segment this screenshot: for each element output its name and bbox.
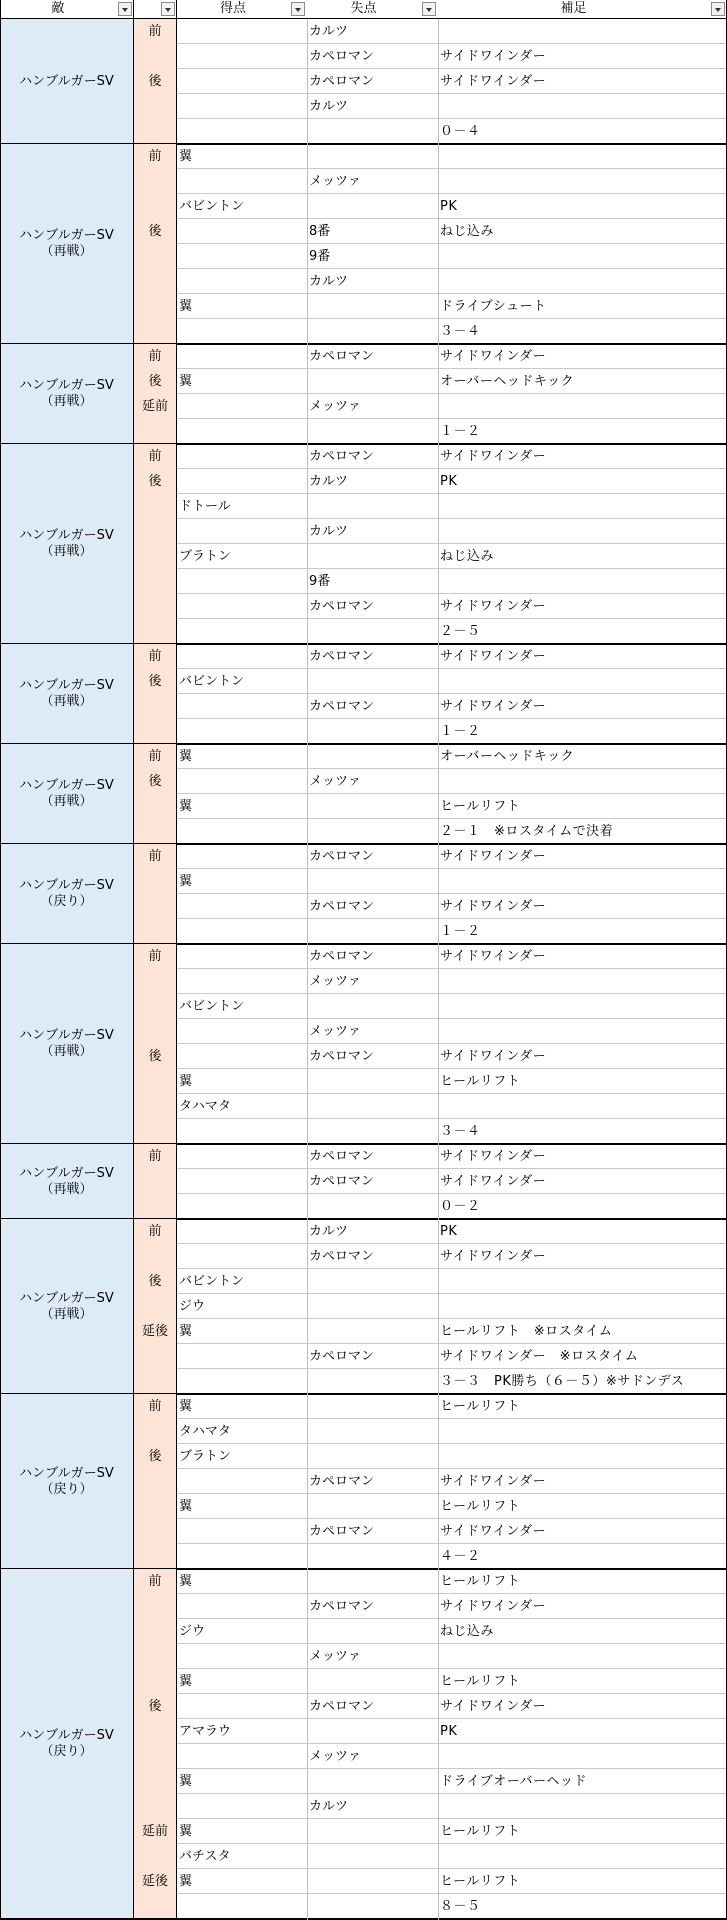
note-cell[interactable]: サイドワインダー — [440, 1599, 547, 1614]
score-cell[interactable]: 翼 — [179, 1674, 193, 1689]
score-cell[interactable] — [179, 1344, 306, 1369]
header-score-label: 得点 — [219, 1, 246, 16]
concede-cell[interactable]: カルツ — [309, 1224, 349, 1239]
concede-cell[interactable] — [309, 194, 436, 219]
concede-cell[interactable] — [309, 1394, 436, 1419]
concede-cell[interactable] — [309, 669, 436, 694]
note-cell[interactable]: ヒールリフト — [440, 1074, 521, 1089]
note-cell[interactable]: １－２ — [440, 724, 481, 739]
concede-cell[interactable] — [309, 719, 436, 744]
note-cell[interactable] — [440, 769, 725, 794]
note-cell[interactable] — [440, 1644, 725, 1669]
half-label[interactable]: 後 — [148, 1699, 162, 1714]
note-cell[interactable]: ３－３ PK勝ち（６－５）※サドンデス — [440, 1374, 685, 1389]
note-cell[interactable] — [440, 1419, 725, 1444]
score-cell[interactable] — [179, 469, 306, 494]
header-enemy-label: 敵 — [51, 1, 65, 16]
half-label[interactable]: 前 — [148, 1149, 162, 1164]
score-cell[interactable] — [179, 769, 306, 794]
score-cell[interactable] — [179, 969, 306, 994]
score-cell[interactable]: 翼 — [179, 1874, 193, 1889]
enemy-cell[interactable]: ハンブルガーSV （再戦） — [0, 944, 133, 1144]
half-label[interactable]: 延後 — [141, 1324, 168, 1339]
concede-cell[interactable] — [309, 419, 436, 444]
concede-cell[interactable] — [309, 144, 436, 169]
score-cell[interactable]: タハマタ — [179, 1424, 231, 1439]
concede-cell[interactable] — [309, 1869, 436, 1894]
note-cell[interactable]: サイドワインダー — [440, 449, 547, 464]
concede-cell[interactable]: カルツ — [309, 474, 349, 489]
score-cell[interactable] — [179, 1144, 306, 1169]
half-label[interactable]: 延後 — [141, 1874, 168, 1889]
note-cell[interactable] — [440, 1019, 725, 1044]
concede-cell[interactable] — [309, 1769, 436, 1794]
concede-cell[interactable]: カペロマン — [309, 699, 375, 714]
note-cell[interactable] — [440, 1744, 725, 1769]
score-cell[interactable] — [179, 1519, 306, 1544]
note-cell[interactable]: ２－１ ※ロスタイムで決着 — [440, 824, 614, 839]
concede-cell[interactable]: カペロマン — [309, 1599, 375, 1614]
note-cell[interactable] — [440, 19, 725, 44]
score-cell[interactable] — [179, 344, 306, 369]
score-cell[interactable] — [179, 719, 306, 744]
concede-cell[interactable] — [309, 1319, 436, 1344]
score-cell[interactable]: 翼 — [179, 1574, 193, 1589]
note-cell[interactable] — [440, 1094, 725, 1119]
score-cell[interactable]: バビントン — [179, 199, 245, 214]
score-cell[interactable] — [179, 619, 306, 644]
score-cell[interactable] — [179, 419, 306, 444]
half-column-bg — [134, 1394, 176, 1569]
score-cell[interactable] — [179, 1044, 306, 1069]
note-cell[interactable]: サイドワインダー — [440, 1249, 547, 1264]
score-cell[interactable] — [179, 44, 306, 69]
note-cell[interactable]: １－２ — [440, 924, 481, 939]
score-cell[interactable] — [179, 644, 306, 669]
filter-concede-button[interactable] — [422, 2, 436, 16]
note-cell[interactable] — [440, 244, 725, 269]
note-cell[interactable]: サイドワインダー — [440, 74, 547, 89]
concede-cell[interactable]: カペロマン — [309, 449, 375, 464]
concede-cell[interactable]: メッツァ — [309, 1024, 361, 1039]
note-cell[interactable]: ドライブオーバーヘッド — [440, 1774, 587, 1789]
half-label[interactable]: 前 — [148, 1399, 162, 1414]
filter-half-button[interactable] — [161, 2, 175, 16]
concede-cell[interactable]: カルツ — [309, 1799, 349, 1814]
score-cell[interactable]: アマラウ — [179, 1724, 232, 1739]
column-gridline — [438, 19, 439, 1920]
note-cell[interactable]: サイドワインダー — [440, 1699, 547, 1714]
score-cell[interactable] — [179, 1644, 306, 1669]
half-label[interactable]: 後 — [148, 1449, 162, 1464]
score-cell[interactable] — [179, 569, 306, 594]
concede-cell[interactable] — [309, 319, 436, 344]
note-cell[interactable]: ２－５ — [440, 624, 481, 639]
score-cell[interactable]: バビントン — [179, 999, 245, 1014]
concede-cell[interactable] — [309, 1269, 436, 1294]
score-cell[interactable] — [179, 19, 306, 44]
note-cell[interactable] — [440, 1794, 725, 1819]
header-enemy — [0, 0, 134, 19]
note-cell[interactable]: ８－５ — [440, 1899, 481, 1914]
note-cell[interactable]: PK — [440, 1224, 458, 1239]
score-cell[interactable] — [179, 94, 306, 119]
concede-cell[interactable]: カペロマン — [309, 1049, 375, 1064]
note-cell[interactable]: ３－４ — [440, 1124, 481, 1139]
concede-cell[interactable]: 8番 — [309, 224, 331, 239]
concede-cell[interactable] — [309, 1069, 436, 1094]
half-label[interactable]: 前 — [148, 24, 162, 39]
score-cell[interactable] — [179, 394, 306, 419]
column-border — [0, 0, 1, 1920]
score-cell[interactable] — [179, 1194, 306, 1219]
half-label[interactable]: 延前 — [141, 1824, 168, 1839]
note-cell[interactable]: ０－４ — [440, 124, 481, 139]
score-cell[interactable] — [179, 594, 306, 619]
header-concede — [307, 0, 438, 19]
concede-cell[interactable]: カペロマン — [309, 1174, 375, 1189]
header-score — [177, 0, 307, 19]
concede-cell[interactable] — [309, 1569, 436, 1594]
enemy-cell[interactable]: ハンブルガーSV （戻り） — [0, 844, 133, 944]
note-cell[interactable]: サイドワインダー — [440, 1524, 547, 1539]
concede-cell[interactable]: カペロマン — [309, 599, 375, 614]
half-column-bg — [134, 144, 176, 344]
score-cell[interactable]: 翼 — [179, 799, 193, 814]
concede-cell[interactable] — [309, 1369, 436, 1394]
score-cell[interactable] — [179, 1794, 306, 1819]
note-cell[interactable] — [440, 394, 725, 419]
note-cell[interactable] — [440, 569, 725, 594]
note-cell[interactable] — [440, 169, 725, 194]
score-cell[interactable]: 翼 — [179, 874, 193, 889]
concede-cell[interactable] — [309, 1294, 436, 1319]
concede-cell[interactable] — [309, 1194, 436, 1219]
concede-cell[interactable] — [309, 744, 436, 769]
half-column-bg — [134, 1569, 176, 1919]
enemy-cell[interactable]: ハンブルガーSV （戻り） — [0, 1394, 133, 1569]
note-cell[interactable]: オーバーヘッドキック — [440, 749, 575, 764]
note-cell[interactable]: ヒールリフト — [440, 1574, 521, 1589]
score-cell[interactable] — [179, 69, 306, 94]
note-cell[interactable]: PK — [440, 199, 458, 214]
score-cell[interactable] — [179, 919, 306, 944]
score-cell[interactable]: 翼 — [179, 1499, 193, 1514]
score-cell[interactable] — [179, 1544, 306, 1569]
score-cell[interactable] — [179, 269, 306, 294]
concede-cell[interactable] — [309, 369, 436, 394]
score-cell[interactable]: バビントン — [179, 674, 245, 689]
concede-cell[interactable]: カルツ — [309, 274, 349, 289]
concede-cell[interactable] — [309, 1444, 436, 1469]
header-note — [438, 0, 727, 19]
note-cell[interactable]: サイドワインダー — [440, 1049, 547, 1064]
concede-cell[interactable] — [309, 1619, 436, 1644]
score-cell[interactable] — [179, 1019, 306, 1044]
enemy-cell[interactable]: ハンブルガーSV （再戦） — [0, 744, 133, 844]
note-cell[interactable] — [440, 1444, 725, 1469]
half-label[interactable]: 後 — [148, 474, 162, 489]
note-cell[interactable]: ヒールリフト — [440, 799, 521, 814]
half-label[interactable]: 後 — [148, 224, 162, 239]
concede-cell[interactable]: カペロマン — [309, 949, 375, 964]
filter-note-button[interactable] — [711, 2, 725, 16]
note-cell[interactable] — [440, 869, 725, 894]
concede-cell[interactable]: カルツ — [309, 24, 349, 39]
score-cell[interactable]: ブラトン — [179, 1449, 232, 1464]
concede-cell[interactable] — [309, 1844, 436, 1869]
concede-cell[interactable] — [309, 994, 436, 1019]
concede-cell[interactable]: メッツァ — [309, 1649, 361, 1664]
note-cell[interactable] — [440, 144, 725, 169]
enemy-cell[interactable]: ハンブルガーSV — [0, 19, 133, 144]
note-cell[interactable]: サイドワインダー — [440, 699, 547, 714]
score-cell[interactable]: バチスタ — [179, 1849, 231, 1864]
score-cell[interactable]: 翼 — [179, 1824, 193, 1839]
enemy-cell[interactable]: ハンブルガーSV （再戦） — [0, 644, 133, 744]
header-concede-label: 失点 — [350, 1, 377, 16]
concede-cell[interactable] — [309, 1419, 436, 1444]
header-note-label: 補足 — [560, 1, 587, 16]
score-cell[interactable] — [179, 894, 306, 919]
concede-cell[interactable] — [309, 869, 436, 894]
score-cell[interactable] — [179, 1894, 306, 1919]
half-label[interactable]: 前 — [148, 1574, 162, 1589]
score-cell[interactable] — [179, 244, 306, 269]
note-cell[interactable]: サイドワインダー — [440, 849, 547, 864]
filter-enemy-button[interactable] — [118, 2, 132, 16]
half-label[interactable]: 前 — [148, 749, 162, 764]
concede-cell[interactable]: カルツ — [309, 99, 349, 114]
score-cell[interactable] — [179, 1169, 306, 1194]
score-cell[interactable]: ジウ — [179, 1299, 206, 1314]
note-cell[interactable] — [440, 1269, 725, 1294]
score-cell[interactable]: 翼 — [179, 299, 193, 314]
concede-cell[interactable] — [309, 1544, 436, 1569]
note-cell[interactable]: ０－２ — [440, 1199, 481, 1214]
score-cell[interactable]: ドトール — [179, 499, 231, 514]
concede-cell[interactable]: メッツァ — [309, 174, 361, 189]
half-column-bg — [134, 1219, 176, 1394]
half-label[interactable]: 後 — [148, 774, 162, 789]
concede-cell[interactable]: カペロマン — [309, 849, 375, 864]
note-cell[interactable]: ３－４ — [440, 324, 481, 339]
concede-cell[interactable] — [309, 1719, 436, 1744]
note-cell[interactable]: ヒールリフト — [440, 1499, 521, 1514]
concede-cell[interactable] — [309, 794, 436, 819]
enemy-cell[interactable]: ハンブルガーSV （再戦） — [0, 1219, 133, 1394]
concede-cell[interactable] — [309, 494, 436, 519]
note-cell[interactable]: ヒールリフト ※ロスタイム — [440, 1324, 613, 1339]
score-cell[interactable]: 翼 — [179, 374, 193, 389]
score-cell[interactable]: 翼 — [179, 749, 193, 764]
score-cell[interactable]: 翼 — [179, 1774, 193, 1789]
note-cell[interactable]: ねじ込み — [440, 1624, 495, 1639]
concede-cell[interactable] — [309, 1819, 436, 1844]
score-cell[interactable] — [179, 319, 306, 344]
note-cell[interactable]: オーバーヘッドキック — [440, 374, 575, 389]
score-cell[interactable]: ジウ — [179, 1624, 206, 1639]
note-cell[interactable] — [440, 669, 725, 694]
score-cell[interactable] — [179, 1469, 306, 1494]
score-cell[interactable] — [179, 444, 306, 469]
concede-cell[interactable] — [309, 1094, 436, 1119]
concede-cell[interactable] — [309, 1494, 436, 1519]
score-cell[interactable] — [179, 169, 306, 194]
score-cell[interactable] — [179, 694, 306, 719]
concede-cell[interactable]: カペロマン — [309, 1524, 375, 1539]
note-cell[interactable] — [440, 1844, 725, 1869]
score-cell[interactable] — [179, 519, 306, 544]
score-cell[interactable]: バビントン — [179, 1274, 245, 1289]
score-cell[interactable] — [179, 1744, 306, 1769]
half-label[interactable]: 前 — [148, 649, 162, 664]
concede-cell[interactable] — [309, 1119, 436, 1144]
enemy-cell[interactable]: ハンブルガーSV （再戦） — [0, 144, 133, 344]
score-cell[interactable] — [179, 944, 306, 969]
note-cell[interactable] — [440, 969, 725, 994]
score-cell[interactable]: 翼 — [179, 1074, 193, 1089]
half-label[interactable]: 後 — [148, 74, 162, 89]
concede-cell[interactable] — [309, 544, 436, 569]
enemy-cell[interactable]: ハンブルガーSV （再戦） — [0, 1144, 133, 1219]
concede-cell[interactable]: メッツァ — [309, 1749, 361, 1764]
half-label[interactable]: 前 — [148, 149, 162, 164]
concede-cell[interactable] — [309, 1669, 436, 1694]
note-cell[interactable] — [440, 269, 725, 294]
half-label[interactable]: 延前 — [141, 399, 168, 414]
concede-cell[interactable]: カペロマン — [309, 1149, 375, 1164]
enemy-cell[interactable]: ハンブルガーSV （戻り） — [0, 1569, 133, 1919]
note-cell[interactable]: サイドワインダー — [440, 1174, 547, 1189]
concede-cell[interactable]: メッツァ — [309, 774, 361, 789]
score-cell[interactable] — [179, 1244, 306, 1269]
note-cell[interactable]: サイドワインダー — [440, 649, 547, 664]
concede-cell[interactable] — [309, 119, 436, 144]
score-cell[interactable] — [179, 119, 306, 144]
concede-cell[interactable]: メッツァ — [309, 399, 361, 414]
concede-cell[interactable]: カペロマン — [309, 1349, 375, 1364]
half-label[interactable]: 後 — [148, 374, 162, 389]
score-cell[interactable] — [179, 844, 306, 869]
concede-cell[interactable]: 9番 — [309, 574, 331, 589]
column-border — [133, 0, 134, 1920]
half-label[interactable]: 前 — [148, 849, 162, 864]
note-cell[interactable] — [440, 494, 725, 519]
half-label[interactable]: 後 — [148, 1049, 162, 1064]
score-cell[interactable]: ブラトン — [179, 549, 232, 564]
note-cell[interactable]: サイドワインダー — [440, 899, 547, 914]
concede-cell[interactable]: カペロマン — [309, 899, 375, 914]
score-cell[interactable] — [179, 219, 306, 244]
note-cell[interactable]: ねじ込み — [440, 549, 495, 564]
column-border — [176, 0, 177, 1920]
concede-cell[interactable] — [309, 1894, 436, 1919]
note-cell[interactable]: サイドワインダー — [440, 1474, 547, 1489]
half-label[interactable]: 前 — [148, 349, 162, 364]
score-cell[interactable] — [179, 1119, 306, 1144]
note-cell[interactable] — [440, 994, 725, 1019]
score-cell[interactable]: 翼 — [179, 1399, 193, 1414]
note-cell[interactable]: ヒールリフト — [440, 1674, 521, 1689]
note-cell[interactable] — [440, 1294, 725, 1319]
concede-cell[interactable]: カペロマン — [309, 349, 375, 364]
score-cell[interactable] — [179, 1369, 306, 1394]
note-cell[interactable]: ヒールリフト — [440, 1399, 521, 1414]
note-cell[interactable]: サイドワインダー — [440, 949, 547, 964]
enemy-cell[interactable]: ハンブルガーSV （再戦） — [0, 344, 133, 444]
filter-score-button[interactable] — [291, 2, 305, 16]
note-cell[interactable]: ヒールリフト — [440, 1824, 521, 1839]
score-cell[interactable]: 翼 — [179, 1324, 193, 1339]
note-cell[interactable]: サイドワインダー — [440, 49, 547, 64]
concede-cell[interactable]: カペロマン — [309, 49, 375, 64]
note-cell[interactable]: サイドワインダー ※ロスタイム — [440, 1349, 639, 1364]
concede-cell[interactable] — [309, 619, 436, 644]
note-cell[interactable]: ねじ込み — [440, 224, 495, 239]
note-cell[interactable]: PK — [440, 1724, 458, 1739]
note-cell[interactable]: ４－２ — [440, 1549, 481, 1564]
concede-cell[interactable]: カペロマン — [309, 1249, 375, 1264]
concede-cell[interactable]: カペロマン — [309, 1699, 375, 1714]
concede-cell[interactable] — [309, 294, 436, 319]
column-gridline — [307, 19, 308, 1920]
concede-cell[interactable]: カペロマン — [309, 74, 375, 89]
half-label[interactable]: 前 — [148, 1224, 162, 1239]
note-cell[interactable]: ヒールリフト — [440, 1874, 521, 1889]
score-cell[interactable] — [179, 1219, 306, 1244]
note-cell[interactable]: １－２ — [440, 424, 481, 439]
concede-cell[interactable]: カルツ — [309, 524, 349, 539]
score-cell[interactable] — [179, 1694, 306, 1719]
note-cell[interactable]: ドライブシュート — [440, 299, 547, 314]
concede-cell[interactable]: カペロマン — [309, 649, 375, 664]
header-half — [134, 0, 177, 19]
half-label[interactable]: 後 — [148, 674, 162, 689]
note-cell[interactable] — [440, 519, 725, 544]
half-label[interactable]: 後 — [148, 1274, 162, 1289]
concede-cell[interactable] — [309, 919, 436, 944]
note-cell[interactable]: サイドワインダー — [440, 349, 547, 364]
concede-cell[interactable] — [309, 819, 436, 844]
concede-cell[interactable]: 9番 — [309, 249, 331, 264]
note-cell[interactable]: サイドワインダー — [440, 599, 547, 614]
concede-cell[interactable]: メッツァ — [309, 974, 361, 989]
score-cell[interactable]: タハマタ — [179, 1099, 231, 1114]
concede-cell[interactable]: カペロマン — [309, 1474, 375, 1489]
note-cell[interactable]: サイドワインダー — [440, 1149, 547, 1164]
half-label[interactable]: 前 — [148, 449, 162, 464]
score-cell[interactable] — [179, 1594, 306, 1619]
note-cell[interactable]: PK — [440, 474, 458, 489]
enemy-cell[interactable]: ハンブルガーSV （再戦） — [0, 444, 133, 644]
note-cell[interactable] — [440, 94, 725, 119]
score-cell[interactable]: 翼 — [179, 149, 193, 164]
half-label[interactable]: 前 — [148, 949, 162, 964]
score-cell[interactable] — [179, 819, 306, 844]
